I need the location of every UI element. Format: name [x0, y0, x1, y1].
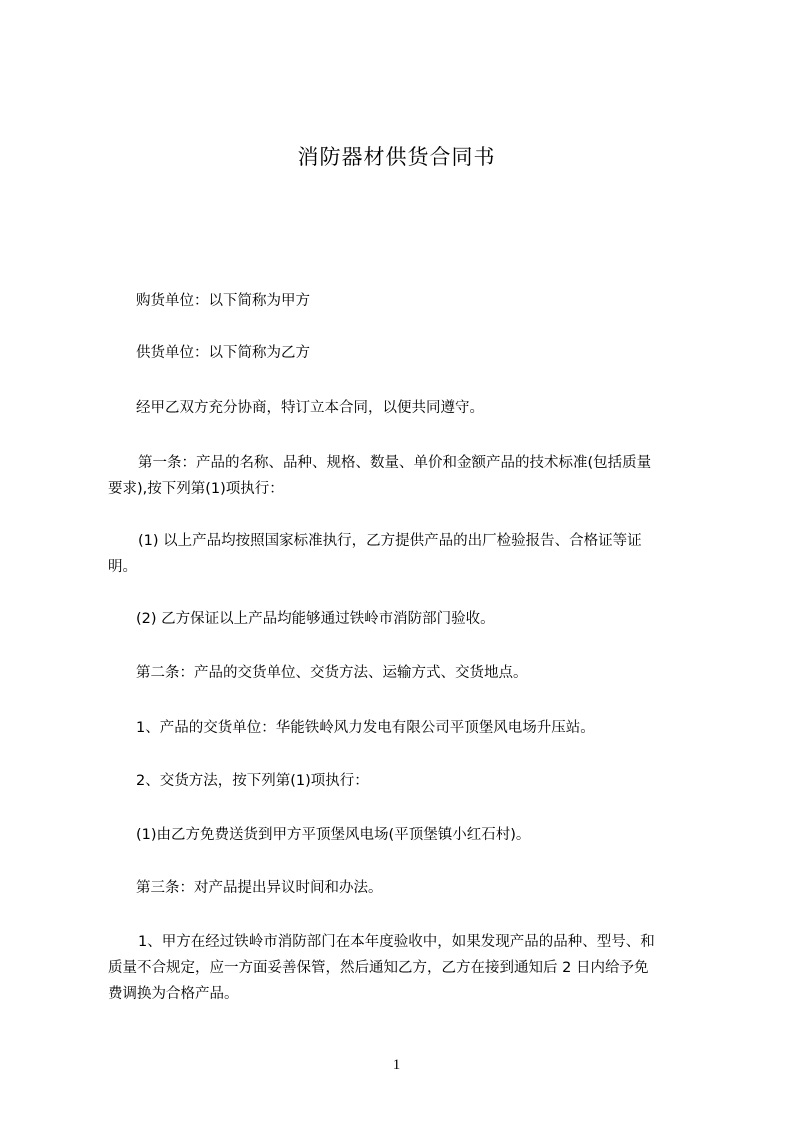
document-title: 消防器材供货合同书: [297, 145, 496, 169]
text-line: (1) 以上产品均按照国家标准执行，乙方提供产品的出厂检验报告、合格证等证: [138, 533, 642, 549]
paragraph-item-1-2: [108, 606, 744, 632]
paragraph-agreement: [108, 395, 744, 421]
paragraph-supplier: [108, 340, 744, 366]
text-line: 2、交货方法，按下列第(1)项执行：: [136, 773, 369, 789]
text-line: 明。: [108, 559, 137, 575]
paragraph-item-1-1: [108, 528, 716, 580]
text-line: (1)由乙方免费送货到甲方平顶堡风电场(平顶堡镇小红石村)。: [136, 827, 531, 843]
text-line: 1、甲方在经过铁岭市消防部门在本年度验收中，如果发现产品的品种、型号、和: [138, 934, 655, 950]
paragraph-article-2: [108, 660, 744, 686]
paragraph-item-2-2-1: [108, 822, 744, 848]
paragraph-item-2-2: [108, 768, 744, 794]
text-line: 第二条：产品的交货单位、交货方法、运输方式、交货地点。: [136, 665, 528, 681]
text-line: 供货单位：以下简称为乙方: [136, 345, 310, 361]
text-line: 1、产品的交货单位：华能铁岭风力发电有限公司平顶堡风电场升压站。: [136, 720, 595, 736]
page-number: 1: [392, 1057, 401, 1073]
paragraph-article-1: [108, 450, 716, 502]
text-line: (2) 乙方保证以上产品均能够通过铁岭市消防部门验收。: [136, 611, 495, 627]
paragraph-item-3-1: [108, 929, 716, 1007]
text-line: 费调换为合格产品。: [108, 986, 239, 1002]
text-line: 第一条：产品的名称、品种、规格、数量、单价和金额产品的技术标准(包括质量: [138, 455, 652, 471]
text-line: 要求),按下列第(1)项执行：: [108, 481, 284, 497]
paragraph-buyer: [108, 288, 744, 314]
text-line: 经甲乙双方充分协商，特订立本合同，以便共同遵守。: [136, 400, 484, 416]
paragraph-article-3: [108, 875, 744, 901]
text-line: 质量不合规定，应一方面妥善保管，然后通知乙方，乙方在接到通知后 2 日内给予免: [108, 960, 649, 976]
text-line: 第三条：对产品提出异议时间和办法。: [136, 880, 383, 896]
text-line: 购货单位：以下简称为甲方: [136, 293, 310, 309]
paragraph-item-2-1: [108, 715, 744, 741]
